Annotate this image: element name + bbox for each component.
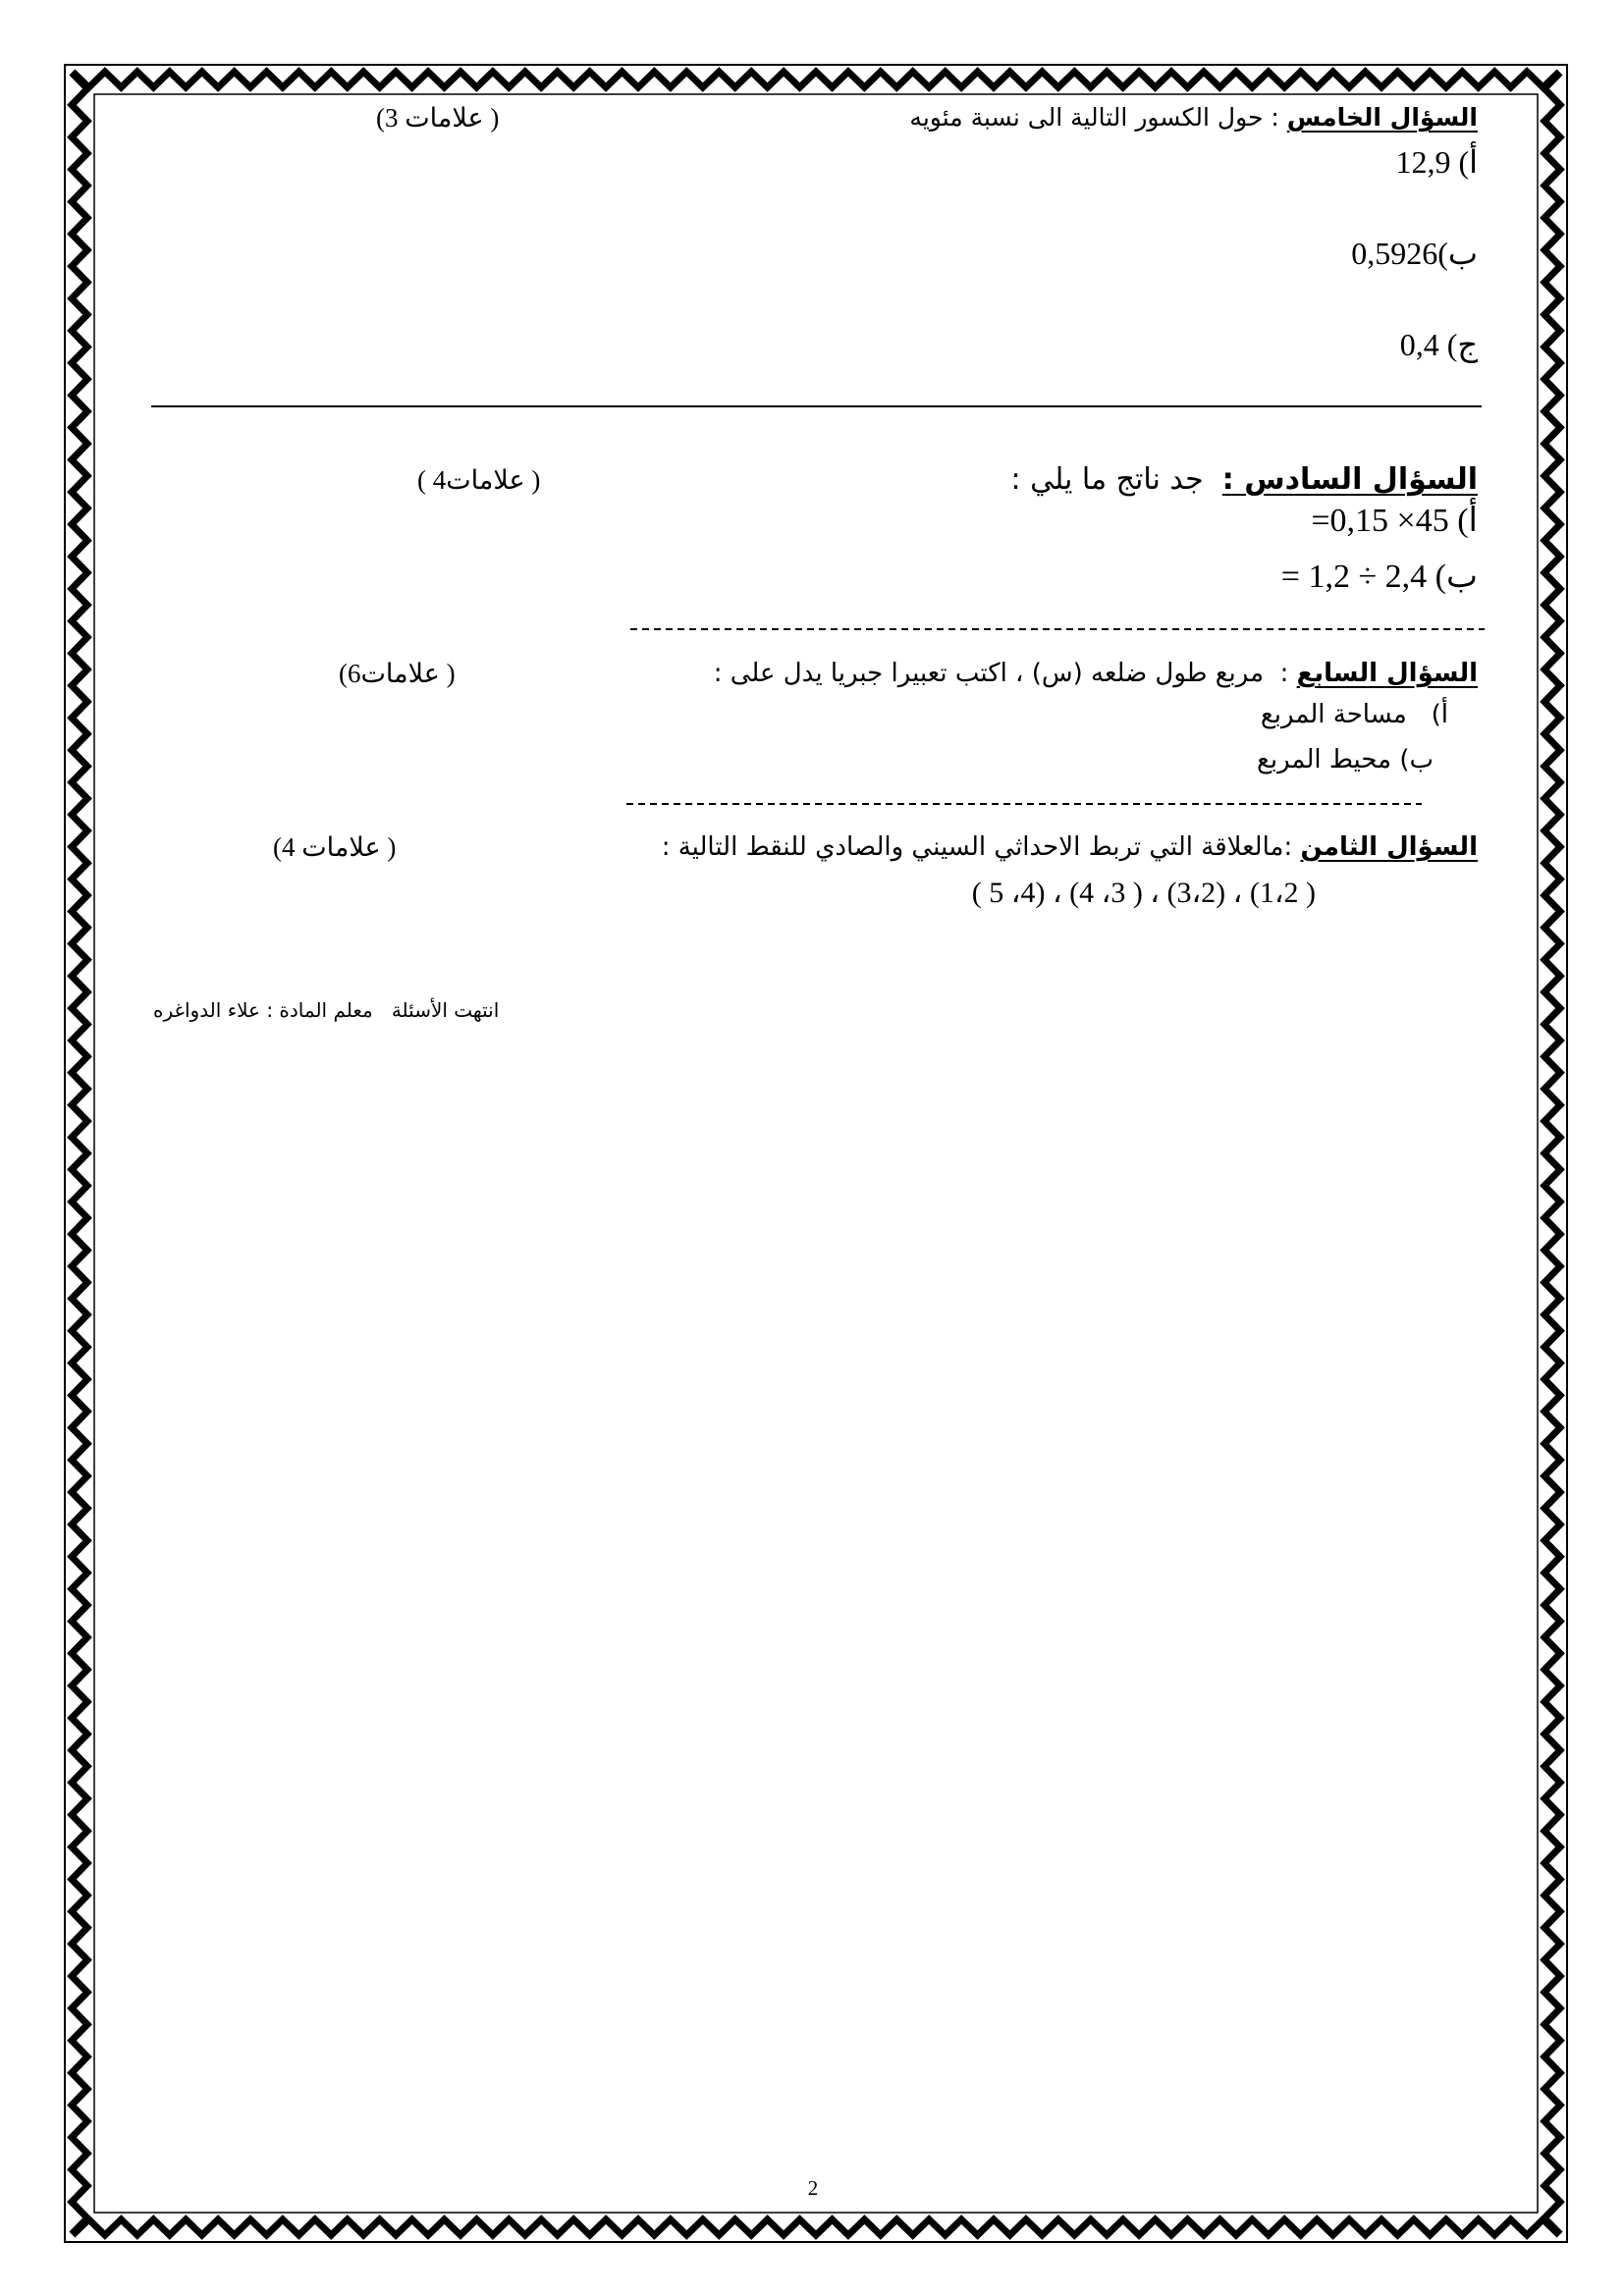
question-6-item-a: أ) 45× 0,15= bbox=[1311, 503, 1478, 539]
question-7-prompt: : مربع طول ضلعه (س) ، اكتب تعبيرا جبريا يدل على : bbox=[713, 659, 1297, 688]
question-8-points: ( 5 ،4) ، (4 ،3 ) ، (3،2) ، (1،2 ) bbox=[971, 877, 1316, 909]
border-zigzag-bottom bbox=[73, 2219, 1559, 2235]
question-6-item-b: ب) 2,4 ÷ 1,2 = bbox=[1280, 559, 1478, 595]
question-8-title: السؤال الثامن bbox=[1300, 832, 1478, 862]
border-zigzag-top bbox=[73, 72, 1559, 87]
question-7-marks: (6علامات ) bbox=[339, 659, 456, 688]
end-of-questions-note: انتهت الأسئلة معلم المادة : علاء الدواغره bbox=[153, 998, 500, 1022]
question-7-heading bbox=[299, 654, 1478, 693]
border-inner-line bbox=[94, 94, 1538, 2213]
question-5-prompt: : حول الكسور التالية الى نسبة مئويه bbox=[909, 103, 1287, 132]
question-8-heading bbox=[299, 828, 1478, 867]
border-outer-line bbox=[65, 65, 1567, 2242]
border-zigzag-right bbox=[1544, 73, 1560, 2234]
question-5-item-c: ج) 0,4 bbox=[1399, 327, 1478, 362]
question-8-marks: (4 علامات ) bbox=[273, 832, 397, 862]
question-7-title: السؤال السابع bbox=[1296, 659, 1478, 688]
section-divider-line bbox=[151, 405, 1482, 407]
question-5-item-a: أ) 12,9 bbox=[1395, 144, 1478, 180]
question-5-title: السؤال الخامس bbox=[1286, 103, 1478, 132]
question-8-prompt: :مالعلاقة التي تربط الاحداثي السيني والصادي للنقط التالية : bbox=[661, 832, 1301, 862]
question-6-prompt: جد ناتج ما يلي : bbox=[1010, 462, 1222, 497]
question-6-title: السؤال السادس : bbox=[1221, 462, 1478, 497]
dashed-separator-2 bbox=[626, 803, 1422, 805]
question-7-item-a: أ) مساحة المربع bbox=[1260, 700, 1448, 729]
border-zigzag-left bbox=[72, 73, 87, 2234]
question-5-marks: (3 علامات ) bbox=[376, 103, 500, 133]
dashed-separator-1 bbox=[630, 628, 1485, 630]
page-number: 2 bbox=[807, 2176, 819, 2200]
question-5-item-b: ب)0,5926 bbox=[1351, 236, 1478, 271]
question-6-marks: ( 4علامات ) bbox=[417, 465, 541, 495]
question-7-item-b: ب) محيط المربع bbox=[1257, 745, 1434, 774]
